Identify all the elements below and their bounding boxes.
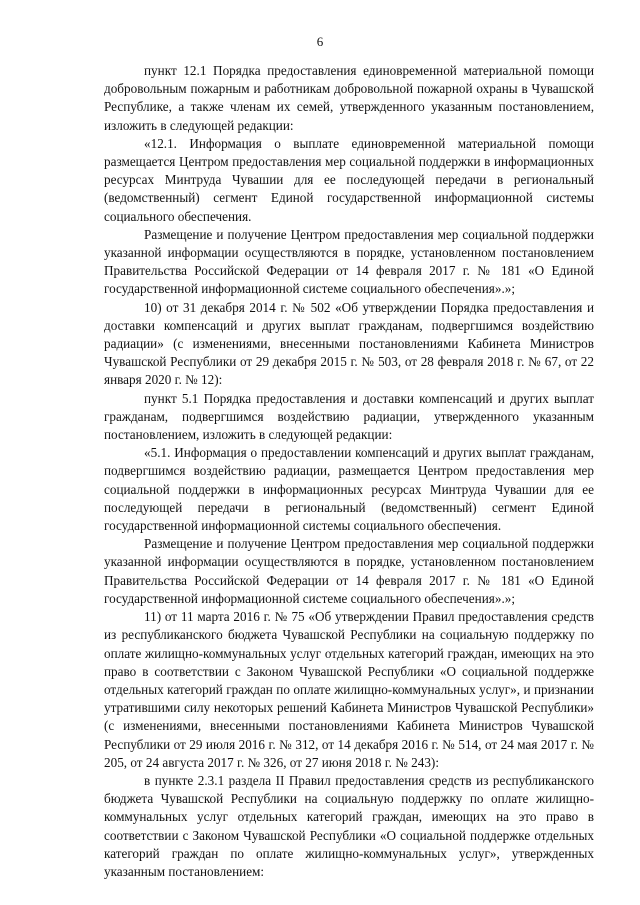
paragraph: «12.1. Информация о выплате единовременной материальной помощи размещается Центром предоставления мер социальной поддержки в информационных ресурсах Минтруда Чувашии для ее последующей передачи в региональный (ведомственный) сегмент Единой государственной информационной системы социального обеспечения.: [104, 135, 594, 224]
document-body: [104, 62, 594, 881]
paragraph: 11) от 11 марта 2016 г. № 75 «Об утверждении Правил предоставления средств из республиканского бюджета Чувашской Республики на социальную поддержку по оплате жилищно-коммунальных услуг отдельных категорий граждан, имеющих на это право в соответствии с Законом Чувашской Республики «О социальной поддержке отдельных категорий граждан по оплате жилищно-коммунальных услуг», и признании утратившими силу некоторых решений Кабинета Министров Чувашской Республики» (с изменениями, внесенными постановлениями Кабинета Министров Чувашской Республики от 29 июля 2016 г. № 312, от 14 декабря 2016 г. № 514, от 24 мая 2017 г. № 205, от 24 августа 2017 г. № 326, от 27 июня 2018 г. № 243):: [104, 609, 594, 770]
paragraph: пункт 5.1 Порядка предоставления и доставки компенсаций и других выплат гражданам, подвергшимся воздействию радиации, утвержденного указанным постановлением, изложить в следующей редакции:: [104, 390, 594, 443]
paragraph: 10) от 31 декабря 2014 г. № 502 «Об утверждении Порядка предоставления и доставки компенсаций и других выплат гражданам, подвергшимся воздействию радиации» (с изменениями, внесенными постановлениями Кабинета Министров Чувашской Республики от 29 декабря 2015 г. № 503, от 28 февраля 2018 г. № 67, от 22 января 2020 г. № 12):: [104, 299, 594, 388]
page-number: 6: [316, 34, 324, 49]
paragraph: «5.1. Информация о предоставлении компенсаций и других выплат гражданам, подвергшимся воздействию радиации, размещается Центром предоставления мер социальной поддержки в информационных ресурсах Минтруда Чувашии для ее последующей передачи в региональный (ведомственный) сегмент Единой государственной информационной системы социального обеспечения.: [104, 445, 594, 534]
paragraph: Размещение и получение Центром предоставления мер социальной поддержки указанной информации осуществляются в порядке, установленном постановлением Правительства Российской Федерации от 14 февраля 2017 г. № 181 «О Единой государственной информационной системе социального обеспечения».»;: [104, 226, 594, 297]
paragraph: в пункте 2.3.1 раздела II Правил предоставления средств из республиканского бюджета Чувашской Республики на социальную поддержку по оплате жилищно-коммунальных услуг отдельных категорий граждан, имеющих на это право в соответствии с Законом Чувашской Республики «О социальной поддержке отдельных категорий граждан по оплате жилищно-коммунальных услуг», утвержденных указанным постановлением:: [104, 772, 594, 879]
paragraph: Размещение и получение Центром предоставления мер социальной поддержки указанной информации осуществляются в порядке, установленном постановлением Правительства Российской Федерации от 14 февраля 2017 г. № 181 «О Единой государственной информационной системе социального обеспечения».»;: [104, 536, 594, 606]
paragraph: пункт 12.1 Порядка предоставления единовременной материальной помощи добровольным пожарным и работникам добровольной пожарной охраны в Чувашской Республике, а также членам их семей, утвержденного указанным постановлением, изложить в следующей редакции:: [104, 63, 594, 133]
